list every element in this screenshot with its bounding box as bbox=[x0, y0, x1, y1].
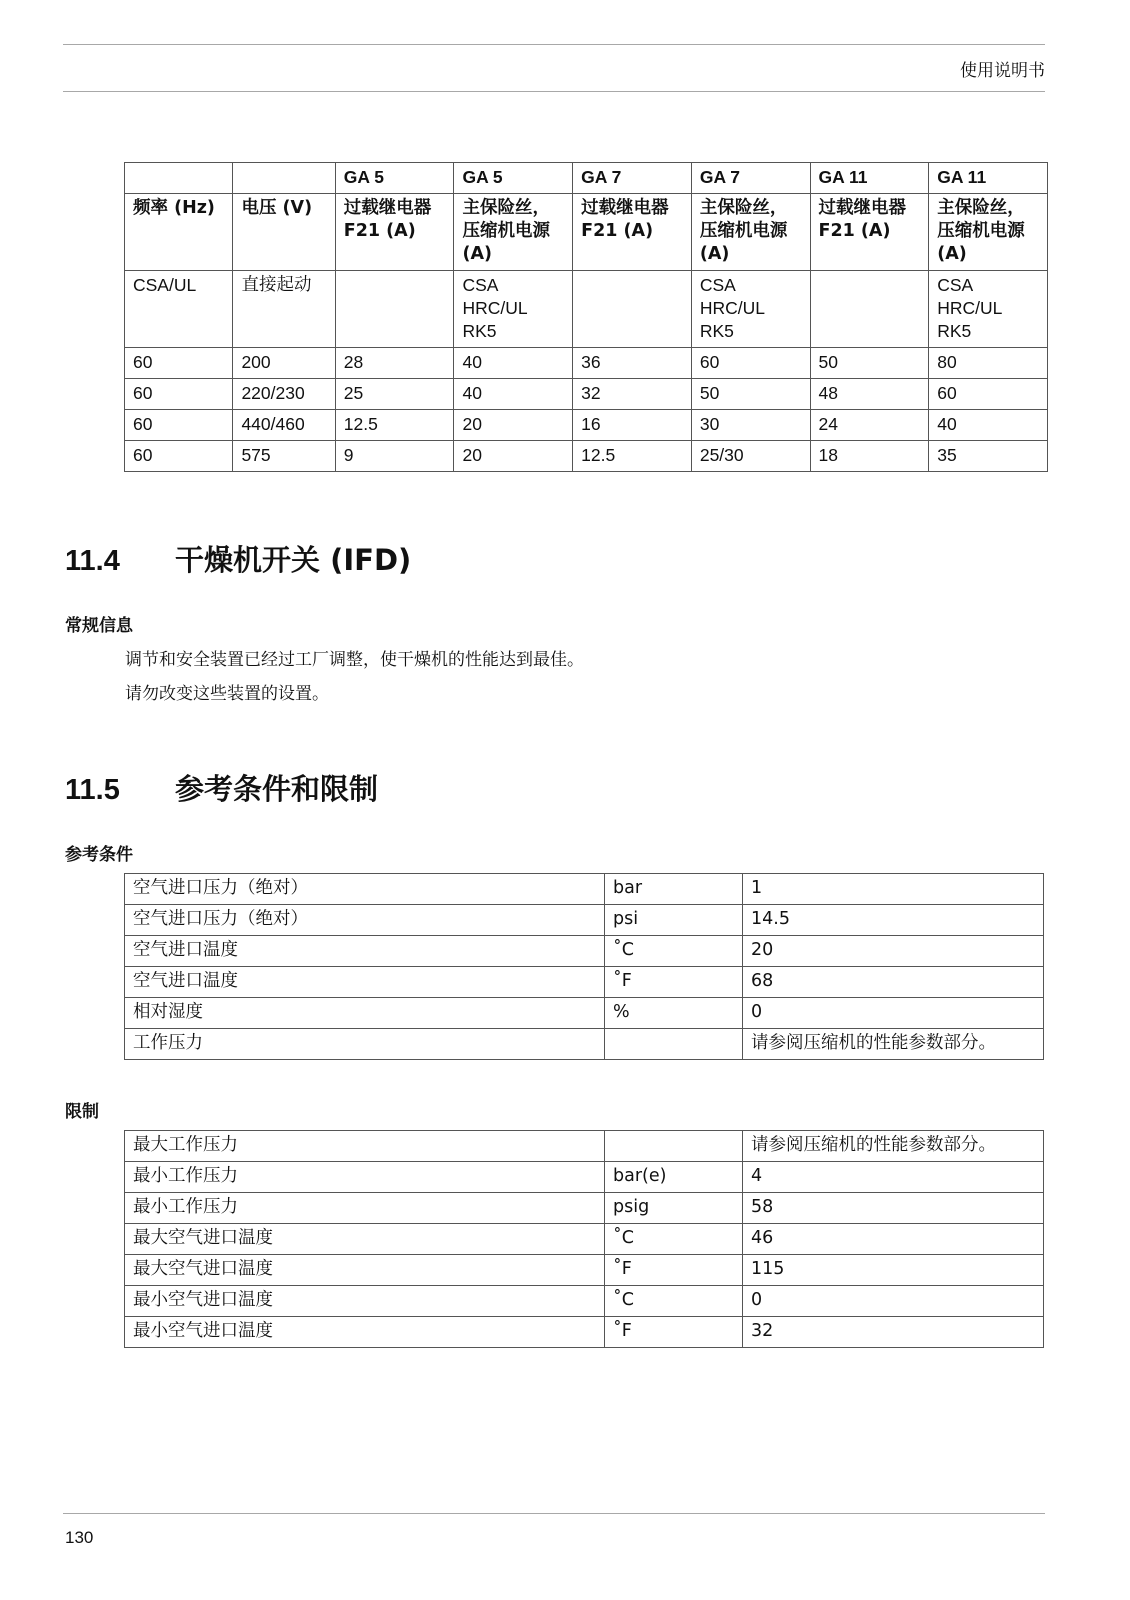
table-row bbox=[125, 1029, 1044, 1060]
condition-value: 请参阅压缩机的性能参数部分。 bbox=[743, 1029, 1044, 1060]
table-cell: GA 11 bbox=[929, 163, 1048, 194]
table-cell: 过载继电器 F21 (A) bbox=[335, 194, 454, 271]
limit-value: 46 bbox=[743, 1224, 1044, 1255]
table-cell: 过载继电器 F21 (A) bbox=[573, 194, 692, 271]
table-cell: 575 bbox=[233, 441, 335, 472]
document-title: 使用说明书 bbox=[960, 61, 1045, 81]
table-cell: 16 bbox=[573, 410, 692, 441]
table-cell: 40 bbox=[454, 379, 573, 410]
condition-unit: % bbox=[605, 998, 743, 1029]
table-cell: GA 7 bbox=[691, 163, 810, 194]
table-cell bbox=[233, 163, 335, 194]
limit-value: 58 bbox=[743, 1193, 1044, 1224]
table-cell: 48 bbox=[810, 379, 929, 410]
table-row bbox=[125, 410, 1048, 441]
table-row bbox=[125, 1131, 1044, 1162]
table-cell: 电压 (V) bbox=[233, 194, 335, 271]
table-row bbox=[125, 967, 1044, 998]
table-row bbox=[125, 1193, 1044, 1224]
table-row bbox=[125, 1224, 1044, 1255]
table-cell: 60 bbox=[125, 441, 233, 472]
condition-unit: bar bbox=[605, 874, 743, 905]
general-info-heading: 常规信息 bbox=[65, 616, 133, 636]
limit-value: 32 bbox=[743, 1317, 1044, 1348]
condition-label: 工作压力 bbox=[125, 1029, 605, 1060]
limit-label: 最大空气进口温度 bbox=[125, 1255, 605, 1286]
condition-unit: psi bbox=[605, 905, 743, 936]
table-cell: 60 bbox=[691, 348, 810, 379]
table-cell: 9 bbox=[335, 441, 454, 472]
table-cell: 25 bbox=[335, 379, 454, 410]
table-row bbox=[125, 379, 1048, 410]
table-cell: 18 bbox=[810, 441, 929, 472]
condition-value: 20 bbox=[743, 936, 1044, 967]
table-cell: 20 bbox=[454, 441, 573, 472]
limits-table bbox=[124, 1130, 1044, 1348]
limit-unit: ˚F bbox=[605, 1317, 743, 1348]
footer-rule bbox=[63, 1513, 1045, 1514]
section-heading-11-4 bbox=[65, 538, 411, 579]
table-cell: 12.5 bbox=[335, 410, 454, 441]
limit-unit: ˚C bbox=[605, 1224, 743, 1255]
table-cell: CSA HRC/UL RK5 bbox=[454, 271, 573, 348]
table-cell: 200 bbox=[233, 348, 335, 379]
table-cell: 40 bbox=[454, 348, 573, 379]
table-cell: 60 bbox=[125, 348, 233, 379]
table-cell: GA 5 bbox=[335, 163, 454, 194]
table-subheader-row bbox=[125, 194, 1048, 271]
condition-unit bbox=[605, 1029, 743, 1060]
limit-unit: psig bbox=[605, 1193, 743, 1224]
fuse-table bbox=[124, 162, 1048, 472]
table-row bbox=[125, 1317, 1044, 1348]
table-cell: 过载继电器 F21 (A) bbox=[810, 194, 929, 271]
limit-unit: bar(e) bbox=[605, 1162, 743, 1193]
section-number: 11.5 bbox=[65, 774, 120, 806]
limit-label: 最大工作压力 bbox=[125, 1131, 605, 1162]
reference-conditions-table bbox=[124, 873, 1044, 1060]
limit-value: 0 bbox=[743, 1286, 1044, 1317]
table-cell: CSA HRC/UL RK5 bbox=[929, 271, 1048, 348]
table-cell: 主保险丝，压缩机电源 (A) bbox=[454, 194, 573, 271]
table-row bbox=[125, 1162, 1044, 1193]
table-row bbox=[125, 441, 1048, 472]
table-cell: 32 bbox=[573, 379, 692, 410]
table-cell: 28 bbox=[335, 348, 454, 379]
limit-label: 最小工作压力 bbox=[125, 1193, 605, 1224]
table-row bbox=[125, 998, 1044, 1029]
limit-label: 最小空气进口温度 bbox=[125, 1286, 605, 1317]
section-number: 11.4 bbox=[65, 545, 120, 577]
table-cell: 50 bbox=[810, 348, 929, 379]
table-cell bbox=[125, 163, 233, 194]
table-cell: 20 bbox=[454, 410, 573, 441]
condition-label: 空气进口温度 bbox=[125, 936, 605, 967]
table-cell bbox=[810, 271, 929, 348]
condition-label: 空气进口压力（绝对） bbox=[125, 874, 605, 905]
table-cell bbox=[335, 271, 454, 348]
table-cell: 直接起动 bbox=[233, 271, 335, 348]
table-cell: 40 bbox=[929, 410, 1048, 441]
limit-label: 最大空气进口温度 bbox=[125, 1224, 605, 1255]
table-cell: 25/30 bbox=[691, 441, 810, 472]
table-row bbox=[125, 348, 1048, 379]
table-cell: 80 bbox=[929, 348, 1048, 379]
table-cell: 60 bbox=[125, 379, 233, 410]
table-row bbox=[125, 905, 1044, 936]
table-cell: GA 5 bbox=[454, 163, 573, 194]
paragraph: 请勿改变这些装置的设置。 bbox=[125, 684, 329, 704]
condition-label: 空气进口压力（绝对） bbox=[125, 905, 605, 936]
limit-value: 请参阅压缩机的性能参数部分。 bbox=[743, 1131, 1044, 1162]
condition-label: 相对湿度 bbox=[125, 998, 605, 1029]
paragraph: 调节和安全装置已经过工厂调整，使干燥机的性能达到最佳。 bbox=[125, 650, 584, 670]
table-cell: 12.5 bbox=[573, 441, 692, 472]
table-cell: 主保险丝，压缩机电源 (A) bbox=[691, 194, 810, 271]
table-cell: 24 bbox=[810, 410, 929, 441]
table-row bbox=[125, 936, 1044, 967]
table-row bbox=[125, 271, 1048, 348]
table-cell: 60 bbox=[125, 410, 233, 441]
table-cell: CSA HRC/UL RK5 bbox=[691, 271, 810, 348]
condition-value: 68 bbox=[743, 967, 1044, 998]
table-row bbox=[125, 874, 1044, 905]
table-cell bbox=[573, 271, 692, 348]
condition-unit: ˚F bbox=[605, 967, 743, 998]
table-cell: CSA/UL bbox=[125, 271, 233, 348]
table-row bbox=[125, 1255, 1044, 1286]
reference-conditions-heading: 参考条件 bbox=[65, 845, 133, 865]
table-header-row bbox=[125, 163, 1048, 194]
table-cell: 50 bbox=[691, 379, 810, 410]
section-title: 干燥机开关 (IFD) bbox=[175, 543, 412, 577]
limit-unit bbox=[605, 1131, 743, 1162]
table-cell: 频率 (Hz) bbox=[125, 194, 233, 271]
condition-label: 空气进口温度 bbox=[125, 967, 605, 998]
table-cell: GA 11 bbox=[810, 163, 929, 194]
limits-heading: 限制 bbox=[65, 1102, 99, 1122]
header-top-rule bbox=[63, 44, 1045, 45]
condition-value: 0 bbox=[743, 998, 1044, 1029]
limit-value: 4 bbox=[743, 1162, 1044, 1193]
section-title: 参考条件和限制 bbox=[175, 772, 379, 806]
table-row bbox=[125, 1286, 1044, 1317]
limit-unit: ˚F bbox=[605, 1255, 743, 1286]
table-cell: 主保险丝，压缩机电源 (A) bbox=[929, 194, 1048, 271]
table-cell: 440/460 bbox=[233, 410, 335, 441]
table-cell: 60 bbox=[929, 379, 1048, 410]
section-heading-11-5 bbox=[65, 767, 378, 808]
table-cell: 220/230 bbox=[233, 379, 335, 410]
page-number: 130 bbox=[65, 1528, 94, 1547]
table-cell: 36 bbox=[573, 348, 692, 379]
table-cell: GA 7 bbox=[573, 163, 692, 194]
limit-unit: ˚C bbox=[605, 1286, 743, 1317]
header-bottom-rule bbox=[63, 91, 1045, 92]
table-cell: 30 bbox=[691, 410, 810, 441]
limit-value: 115 bbox=[743, 1255, 1044, 1286]
condition-value: 14.5 bbox=[743, 905, 1044, 936]
condition-value: 1 bbox=[743, 874, 1044, 905]
condition-unit: ˚C bbox=[605, 936, 743, 967]
limit-label: 最小工作压力 bbox=[125, 1162, 605, 1193]
table-cell: 35 bbox=[929, 441, 1048, 472]
limit-label: 最小空气进口温度 bbox=[125, 1317, 605, 1348]
